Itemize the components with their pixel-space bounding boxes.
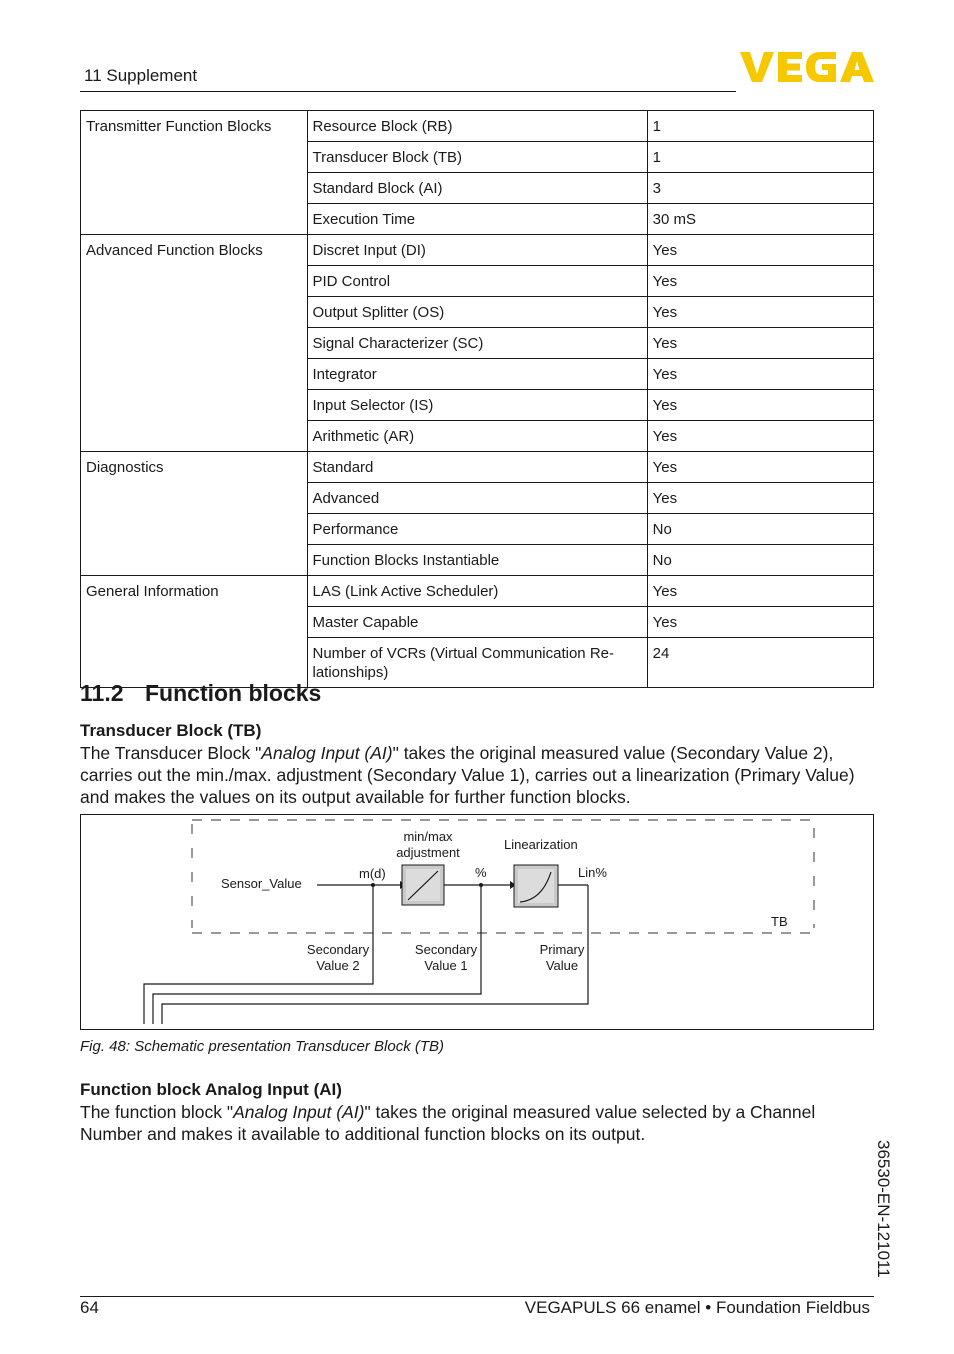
item-cell: Integrator: [307, 359, 647, 390]
item-cell: Arithmetic (AR): [307, 421, 647, 452]
value-cell: No: [647, 545, 873, 576]
value-cell: 24: [647, 638, 873, 688]
pv-label-line1: Primary: [539, 942, 585, 957]
sensor-value-label: Sensor_Value: [221, 876, 302, 891]
item-cell: Execution Time: [307, 204, 647, 235]
sv1-label-line1: Secondary: [414, 942, 478, 957]
diagram-frame: [81, 815, 874, 1030]
value-cell: 30 mS: [647, 204, 873, 235]
value-cell: Yes: [647, 390, 873, 421]
vega-logo: [740, 50, 874, 84]
item-cell: Standard Block (AI): [307, 173, 647, 204]
item-cell: LAS (Link Active Scheduler): [307, 576, 647, 607]
value-cell: Yes: [647, 235, 873, 266]
value-cell: Yes: [647, 359, 873, 390]
minmax-label-line1: min/max: [403, 829, 453, 844]
value-cell: No: [647, 514, 873, 545]
text-italic: Analog Input (AI): [261, 743, 393, 763]
transducer-paragraph: [80, 742, 880, 808]
section-title: Function blocks: [145, 680, 322, 706]
category-cell: Advanced Function Blocks: [81, 235, 308, 452]
sv2-label-line1: Secondary: [306, 942, 370, 957]
text-run: " takes the original measured value (Secondary Value 2), carries out the min./max. adjustment (Secondary Value 1), carries out a linearization (Primary Value) and makes the values on its output available for further function blocks.: [80, 743, 855, 807]
linearization-label: Linearization: [504, 837, 578, 852]
figure-caption: Fig. 48: Schematic presentation Transducer Block (TB): [80, 1038, 445, 1055]
table-row: [81, 452, 874, 483]
table-row: [81, 576, 874, 607]
item-cell: Master Capable: [307, 607, 647, 638]
footer-rule: [80, 1296, 874, 1297]
tb-label: TB: [771, 914, 788, 929]
value-cell: Yes: [647, 328, 873, 359]
table-row: [81, 235, 874, 266]
analog-input-heading: Function block Analog Input (AI): [80, 1080, 342, 1099]
page-number: 64: [80, 1298, 99, 1317]
pv-label-line2: Value: [545, 958, 579, 973]
category-cell: Diagnostics: [81, 452, 308, 576]
item-cell: Resource Block (RB): [307, 111, 647, 142]
item-cell: Input Selector (IS): [307, 390, 647, 421]
item-cell: Advanced: [307, 483, 647, 514]
header-rule: [80, 91, 736, 92]
sv2-label-line2: Value 2: [316, 958, 360, 973]
section-label: 11 Supplement: [84, 66, 198, 85]
value-cell: 1: [647, 111, 873, 142]
text-run: The Transducer Block ": [80, 743, 262, 763]
value-cell: Yes: [647, 266, 873, 297]
value-cell: Yes: [647, 607, 873, 638]
text-run: The function block ": [80, 1102, 234, 1122]
value-cell: 3: [647, 173, 873, 204]
text-run: " takes the original measured value selected by a Channel Number and makes it available to additional function blocks on its output.: [80, 1102, 816, 1144]
item-cell: Standard: [307, 452, 647, 483]
transducer-diagram: [80, 814, 874, 1030]
value-cell: 1: [647, 142, 873, 173]
value-cell: Yes: [647, 297, 873, 328]
lin-percent-label: Lin%: [578, 865, 607, 880]
document-id: 36530-EN-121011: [874, 1140, 893, 1278]
item-cell: Number of VCRs (Virtual Communication Re-lationships): [307, 638, 647, 688]
value-cell: Yes: [647, 421, 873, 452]
value-cell: Yes: [647, 576, 873, 607]
minmax-label-line2: adjustment: [396, 845, 460, 860]
value-cell: Yes: [647, 452, 873, 483]
percent-label: %: [475, 865, 487, 880]
transducer-heading: Transducer Block (TB): [80, 721, 262, 740]
item-cell: Performance: [307, 514, 647, 545]
table-row: [81, 111, 874, 142]
text-italic: Analog Input (AI): [233, 1102, 365, 1122]
md-label: m(d): [359, 866, 386, 881]
spec-table: [80, 110, 874, 688]
section-heading: [80, 680, 321, 707]
sv1-label-line2: Value 1: [424, 958, 468, 973]
item-cell: Signal Characterizer (SC): [307, 328, 647, 359]
category-cell: General Information: [81, 576, 308, 688]
item-cell: Transducer Block (TB): [307, 142, 647, 173]
item-cell: Output Splitter (OS): [307, 297, 647, 328]
item-cell: PID Control: [307, 266, 647, 297]
section-number: 11.2: [80, 680, 124, 706]
value-cell: Yes: [647, 483, 873, 514]
category-cell: Transmitter Function Blocks: [81, 111, 308, 235]
item-cell: Discret Input (DI): [307, 235, 647, 266]
item-cell: Function Blocks Instantiable: [307, 545, 647, 576]
linearization-block-inner: [518, 869, 554, 903]
analog-input-paragraph: [80, 1101, 880, 1145]
footer-title: VEGAPULS 66 enamel • Foundation Fieldbus: [524, 1298, 870, 1317]
